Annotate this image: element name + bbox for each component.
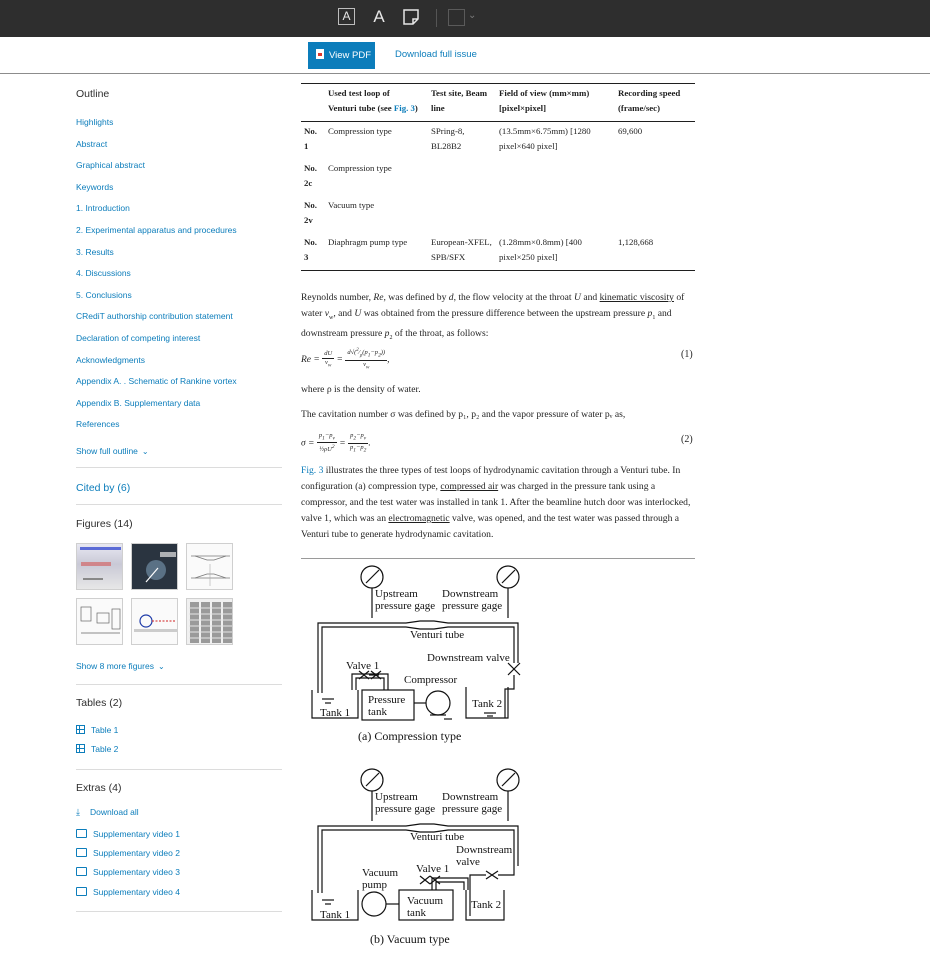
- divider: [76, 684, 282, 685]
- outline-item[interactable]: 3. Results: [76, 247, 114, 257]
- table-cell: (13.5mm×6.75mm) [1280 pixel×640 pixel]: [499, 126, 591, 151]
- table-link[interactable]: [76, 744, 118, 754]
- table-link-label: Table 2: [91, 744, 119, 754]
- video-icon: [76, 867, 87, 876]
- video-icon: [76, 829, 87, 838]
- outline-item[interactable]: 5. Conclusions: [76, 290, 132, 300]
- table-cell: No. 2c: [304, 163, 317, 188]
- compressor-label: Compressor: [404, 674, 458, 686]
- cited-by-link[interactable]: Cited by (6): [76, 482, 131, 494]
- reader-toolbar: [0, 0, 930, 37]
- table-cell: European-XFEL, SPB/SFX: [431, 237, 492, 262]
- supplementary-video-link[interactable]: [76, 848, 180, 858]
- show-full-outline-label: Show full outline: [76, 446, 138, 456]
- vacuum-tank-label-line2: tank: [407, 907, 426, 919]
- tank1-label: Tank 1: [320, 707, 351, 719]
- upstream-label-line2: pressure gage: [375, 803, 436, 815]
- table-header: Used test loop of Venturi tube (see Fig. 3): [328, 88, 418, 113]
- supplementary-video-label: Supplementary video 2: [93, 848, 180, 858]
- electromagnetic-link[interactable]: electromagnetic: [388, 513, 450, 524]
- outline-item[interactable]: 4. Discussions: [76, 268, 131, 278]
- divider: [76, 504, 282, 505]
- table-cell: Compression type: [328, 163, 392, 173]
- outline-item[interactable]: Highlights: [76, 117, 114, 127]
- downstream-valve-label-line2: valve: [456, 856, 480, 868]
- font-style-icon[interactable]: A: [373, 7, 385, 26]
- outline-title: Outline: [76, 88, 110, 100]
- download-icon: ⤓: [76, 807, 80, 817]
- downstream-label-line2: pressure gage: [442, 600, 503, 612]
- supplementary-video-link[interactable]: [76, 867, 180, 877]
- downstream-valve-label-line1: Downstream: [456, 844, 513, 856]
- table-rule: [301, 270, 695, 271]
- figure-rule: [301, 558, 695, 559]
- outline-item[interactable]: Abstract: [76, 139, 108, 149]
- table-icon: [76, 744, 85, 753]
- downstream-label-line1: Downstream: [442, 588, 499, 600]
- caption-a: (a) Compression type: [358, 729, 462, 743]
- table-cell: Compression type: [328, 126, 392, 136]
- supplementary-video-label: Supplementary video 4: [93, 887, 180, 897]
- figure-thumbnail[interactable]: [186, 598, 233, 645]
- pressure-tank-label-line1: Pressure: [368, 694, 406, 706]
- text-size-icon[interactable]: A: [338, 8, 355, 25]
- body-paragraph: Fig. 3 illustrates the three types of test loops of hydrodynamic cavitation through a Venturi tube. In configuration (a) compression type, compressed air was charged in the pressure tank using a compressor, and the test water was installed in tank 1. After the beamline hutch door was interlocked, valve 1, which was an electromagnetic valve, was opened, and the test water was passed through a Venturi tube to generate hydrodynamic cavitation.: [301, 465, 691, 540]
- figure-thumbnail[interactable]: [76, 543, 123, 590]
- caption-b: (b) Vacuum type: [370, 932, 450, 946]
- figure-thumbnail[interactable]: [76, 598, 123, 645]
- table-cell: 1,128,668: [618, 237, 654, 247]
- body-paragraph: The cavitation number σ was defined by p₁, p₂ and the vapor pressure of water pᵥ as,: [301, 409, 626, 420]
- equation-number: (2): [681, 434, 693, 445]
- upstream-label-line2: pressure gage: [375, 600, 436, 612]
- tank2-label: Tank 2: [472, 698, 503, 710]
- compressed-air-link[interactable]: compressed air: [440, 481, 499, 492]
- download-full-issue-link[interactable]: Download full issue: [395, 49, 477, 60]
- figure-3-schematic: [308, 563, 528, 953]
- supplementary-video-link[interactable]: [76, 887, 180, 897]
- download-all-label: Download all: [90, 807, 139, 817]
- downstream-valve-label: Downstream valve: [427, 652, 510, 664]
- table-cell: (1.28mm×0.8mm) [400 pixel×250 pixel]: [499, 237, 582, 262]
- annotation-icon[interactable]: [402, 8, 420, 26]
- toolbar-divider: [436, 9, 437, 27]
- body-paragraph: where ρ is the density of water.: [301, 384, 421, 395]
- table-header: Recording speed (frame/sec): [618, 88, 681, 113]
- table-rule: [301, 83, 695, 84]
- table-link-label: Table 1: [91, 725, 119, 735]
- outline-item[interactable]: 1. Introduction: [76, 203, 130, 213]
- downstream-label-line1: Downstream: [442, 791, 499, 803]
- outline-item[interactable]: Graphical abstract: [76, 160, 145, 170]
- table-link[interactable]: [76, 725, 118, 735]
- kinematic-viscosity-link[interactable]: kinematic viscosity: [599, 292, 674, 303]
- outline-item[interactable]: CRediT authorship contribution statement: [76, 311, 233, 321]
- tank1-label: Tank 1: [320, 909, 351, 921]
- download-all-link[interactable]: [76, 807, 139, 818]
- valve1-label: Valve 1: [346, 660, 380, 672]
- video-icon: [76, 848, 87, 857]
- figure-thumbnail[interactable]: [131, 543, 178, 590]
- supplementary-video-label: Supplementary video 3: [93, 867, 180, 877]
- outline-item[interactable]: Appendix A. . Schematic of Rankine vortex: [76, 376, 237, 386]
- outline-item[interactable]: Keywords: [76, 182, 114, 192]
- table-cell: Vacuum type: [328, 200, 375, 210]
- supplementary-video-label: Supplementary video 1: [93, 829, 180, 839]
- chevron-down-icon: ⌄: [141, 447, 149, 456]
- divider: [76, 769, 282, 770]
- valve1-label: Valve 1: [416, 863, 450, 875]
- table-icon: [76, 725, 85, 734]
- divider: [76, 467, 282, 468]
- outline-item[interactable]: Appendix B. Supplementary data: [76, 398, 201, 408]
- table-cell: SPring-8, BL28B2: [431, 126, 465, 151]
- table-rule: [301, 121, 695, 122]
- extras-title: Extras (4): [76, 782, 122, 794]
- vacuum-pump-label-line1: Vacuum: [362, 867, 399, 879]
- equation-number: (1): [681, 349, 693, 360]
- pressure-tank-label-line2: tank: [368, 706, 387, 718]
- downstream-label-line2: pressure gage: [442, 803, 503, 815]
- show-more-figures-link[interactable]: [76, 661, 165, 671]
- table-header: Field of view (mm×mm) [pixel×pixel]: [499, 88, 590, 113]
- body-paragraph: Reynolds number, Re, was defined by d, the flow velocity at the throat U and kinematic viscosity of water $\nu_w$, and U was obtained from the pressure difference between the upstream pressure $p_1$ and downstream pressure $p_2$ of the throat, as follows:: [301, 292, 685, 341]
- vacuum-pump-label-line2: pump: [362, 879, 388, 891]
- figure-thumbnail[interactable]: [186, 543, 233, 590]
- upstream-label-line1: Upstream: [375, 791, 418, 803]
- view-mode-icon[interactable]: [448, 9, 465, 26]
- table-cell: No. 3: [304, 237, 317, 262]
- show-full-outline-link[interactable]: [76, 446, 149, 456]
- table-header: Test site, Beam line: [431, 88, 488, 113]
- venturi-label: Venturi tube: [410, 629, 465, 641]
- outline-item[interactable]: Acknowledgments: [76, 355, 145, 365]
- supplementary-video-link[interactable]: [76, 829, 180, 839]
- view-pdf-button[interactable]: [308, 42, 375, 69]
- pdf-icon: [316, 49, 324, 59]
- figure-3-link[interactable]: Fig. 3: [301, 465, 324, 476]
- divider: [76, 911, 282, 912]
- chevron-down-icon[interactable]: ⌄: [468, 10, 477, 21]
- table-cell: 69,600: [618, 126, 643, 136]
- view-pdf-label: View PDF: [329, 50, 372, 61]
- show-more-figures-label: Show 8 more figures: [76, 661, 154, 671]
- tank2-label: Tank 2: [471, 899, 502, 911]
- upstream-label-line1: Upstream: [375, 588, 418, 600]
- table-cell: No. 1: [304, 126, 317, 151]
- outline-item[interactable]: References: [76, 419, 120, 429]
- venturi-label: Venturi tube: [410, 831, 465, 843]
- equation-2: σ = $\frac{p_1-p_v}{\frac{1}{2}\rho U^2}$ = $\frac{p_2-p_v}{p_1-p_2}$ .: [301, 432, 371, 454]
- equation-1: Re = $\frac{dU}{\nu_w}$ = $\frac{d√(^2⁄_\rho(p_1-p_2))}{\nu_w}$ ,: [301, 348, 390, 371]
- tables-title: Tables (2): [76, 697, 123, 709]
- chevron-down-icon: ⌄: [157, 662, 165, 671]
- figure-thumbnail[interactable]: [131, 598, 178, 645]
- vacuum-tank-label-line1: Vacuum: [407, 895, 444, 907]
- outline-item[interactable]: Declaration of competing interest: [76, 333, 201, 343]
- figures-title: Figures (14): [76, 518, 133, 530]
- video-icon: [76, 887, 87, 896]
- outline-item[interactable]: 2. Experimental apparatus and procedures: [76, 225, 237, 235]
- table-cell: Diaphragm pump type: [328, 237, 408, 247]
- table-cell: No. 2v: [304, 200, 317, 225]
